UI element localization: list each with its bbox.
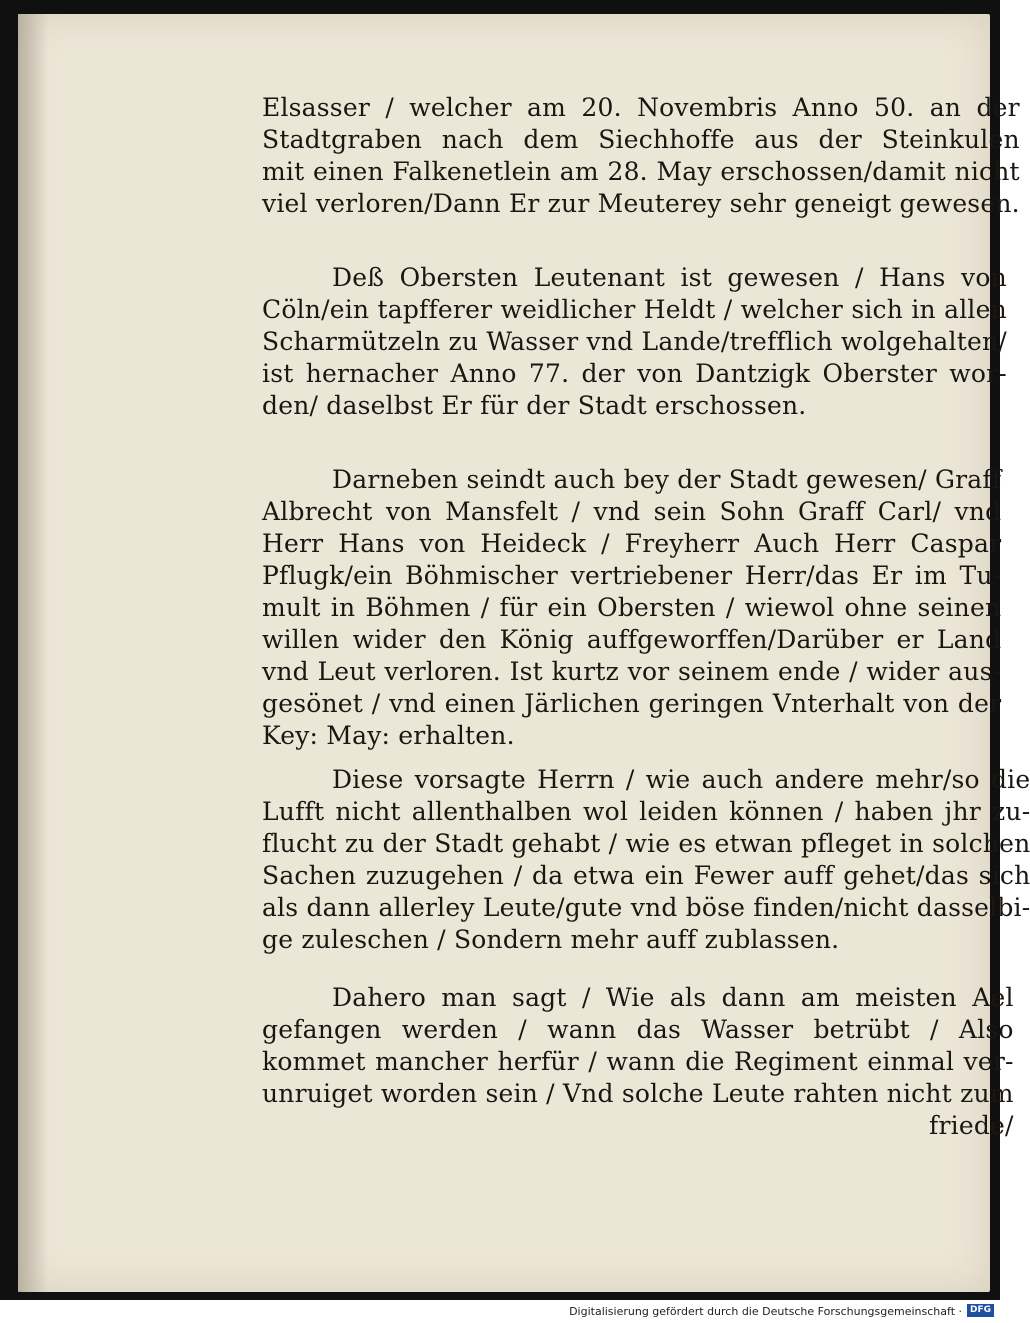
text-line: den/ daselbst Er für der Stadt erschossen. (262, 391, 807, 420)
text-line: ist hernacher Anno 77. der von Dantzigk Oberster wor- (262, 359, 1007, 388)
text-line: Sachen zuzugehen / da etwa ein Fewer auff gehet/das sich (262, 861, 1030, 890)
funding-credit: Digitalisierung gefördert durch die Deutsche Forschungsgemeinschaft · (569, 1305, 962, 1318)
text-line: mult in Böhmen / für ein Obersten / wiewol ohne seinen (262, 593, 1002, 622)
text-line: Key: May: erhalten. (262, 721, 515, 750)
text-line: Cöln/ein tapfferer weidlicher Heldt / welcher sich in allen (262, 295, 1007, 324)
catchword: friede/ (929, 1111, 1014, 1140)
paragraph-5 (262, 982, 1014, 1142)
paragraph-1 (262, 92, 1020, 220)
paragraph-3 (262, 464, 1001, 752)
text-line: Lufft nicht allenthalben wol leiden können / haben jhr zu- (262, 797, 1030, 826)
text-line: unruiget worden sein / Vnd solche Leute rahten nicht zum (262, 1079, 1014, 1108)
text-line: ge zuleschen / Sondern mehr auff zublassen. (262, 925, 840, 954)
page-gutter-shadow (18, 14, 48, 1292)
text-line: Diese vorsagte Herrn / wie auch andere mehr/so die (332, 765, 1030, 794)
paragraph-4 (262, 764, 1030, 956)
digitization-footer (0, 1300, 1000, 1323)
text-line: Stadtgraben nach dem Siechhoffe aus der Steinkulen (262, 125, 1020, 154)
text-line: willen wider den König auffgeworffen/Darüber er Land (262, 625, 1002, 654)
text-line: Herr Hans von Heideck / Freyherr Auch Herr Caspar (262, 529, 1002, 558)
text-line: als dann allerley Leute/gute vnd böse finden/nicht dasselbi- (262, 893, 1030, 922)
text-line: flucht zu der Stadt gehabt / wie es etwan pfleget in solchen (262, 829, 1030, 858)
text-line: gesönet / vnd einen Järlichen geringen Vnterhalt von der (262, 689, 1002, 718)
text-line: mit einen Falkenetlein am 28. May erschossen/damit nicht (262, 157, 1020, 186)
text-line: Albrecht von Mansfelt / vnd sein Sohn Graff Carl/ vnd (262, 497, 1002, 526)
text-line: gefangen werden / wann das Wasser betrübt / Also (262, 1015, 1014, 1044)
text-line: Scharmützeln zu Wasser vnd Lande/trefflich wolgehalten/ (262, 327, 1007, 356)
text-line: Deß Obersten Leutenant ist gewesen / Hans von (332, 263, 1007, 292)
text-line: Dahero man sagt / Wie als dann am meisten Ael (332, 983, 1014, 1012)
text-line: Elsasser / welcher am 20. Novembris Anno 50. an der (262, 93, 1020, 122)
text-line: Pflugk/ein Böhmischer vertriebener Herr/das Er im Tu- (262, 561, 1002, 590)
text-line: Darneben seindt auch bey der Stadt gewesen/ Graff (332, 465, 1002, 494)
text-line: kommet mancher herfür / wann die Regiment einmal ver- (262, 1047, 1014, 1076)
paragraph-2 (262, 262, 1007, 422)
text-line: vnd Leut verloren. Ist kurtz vor seinem ende / wider aus- (262, 657, 1002, 686)
dfg-logo: DFG (967, 1304, 994, 1317)
text-line: viel verloren/Dann Er zur Meuterey sehr geneigt gewesen. (262, 189, 1020, 218)
